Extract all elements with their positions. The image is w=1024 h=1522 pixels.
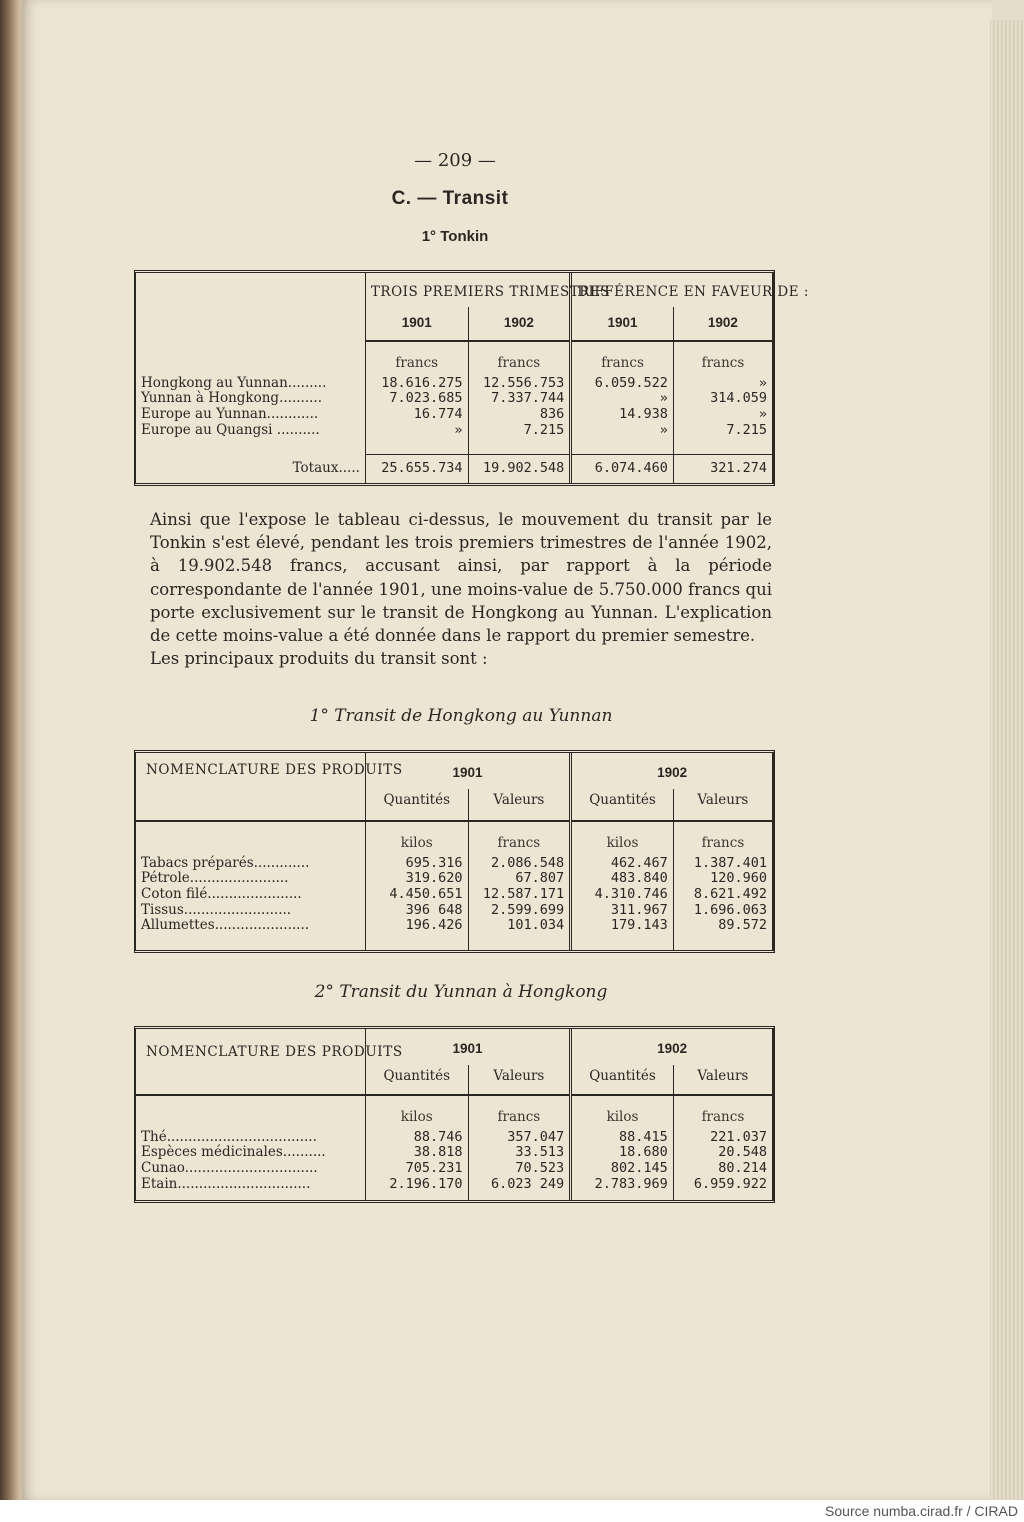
total-label: Totaux..... — [292, 459, 360, 476]
paragraph: Ainsi que l'expose le tableau ci-dessus, le mouvement du transit par le Tonkin s'est élevé, pendant les trois premiers trimestres de l'année 1902, à 19.902.548 francs, accusant ainsi, par rapport à la période correspondante de l'année 1901, une moins-value de 5.750.000 francs qui porte exclusivement sur le transit de Hongkong au Yunnan. L'explication de cette moins-value a été donnée dans le rapport du premier semestre. — [150, 510, 772, 646]
row-label: Europe au Quangsi .......... — [141, 421, 320, 438]
cell: 14.938 — [571, 407, 674, 423]
cell: 6.959.922 — [673, 1177, 772, 1201]
row-label: Tissus......................... — [141, 901, 292, 918]
cell: 88.746 — [365, 1130, 468, 1146]
table-title: 2° Transit du Yunnan à Hongkong — [314, 982, 608, 1002]
cell: 221.037 — [673, 1130, 772, 1146]
cell: 836 — [468, 407, 571, 423]
year-header: 1901 — [571, 307, 674, 342]
row-label: Coton filé...................... — [141, 885, 302, 902]
table-row — [136, 1130, 772, 1146]
cell: 8.621.492 — [673, 887, 772, 903]
row-label: Pétrole....................... — [141, 870, 289, 887]
subheader: Valeurs — [468, 789, 571, 822]
unit-label: francs — [673, 341, 772, 376]
table-row — [136, 391, 772, 407]
page-number: — 209 — — [414, 150, 496, 171]
table-row — [136, 423, 772, 455]
subheader: Valeurs — [673, 1065, 772, 1096]
page-edges — [990, 20, 1024, 1500]
cell: 311.967 — [571, 903, 674, 919]
cell: 483.840 — [571, 871, 674, 887]
subheader: Quantités — [365, 1065, 468, 1096]
paragraph: Les principaux produits du transit sont : — [150, 649, 488, 669]
cell: 314.059 — [673, 391, 772, 407]
cell: 2.599.699 — [468, 903, 571, 919]
total-cell: 25.655.734 — [365, 455, 468, 483]
nomenclature-header: NOMENCLATURE DES PRODUITS — [136, 753, 365, 821]
year-header: 1901 — [365, 753, 570, 789]
cell: 4.310.746 — [571, 887, 674, 903]
cell: 695.316 — [365, 856, 468, 872]
table-row — [136, 918, 772, 950]
cell: 12.587.171 — [468, 887, 571, 903]
cell: » — [571, 423, 674, 455]
yunnan-hongkong-table — [134, 1026, 775, 1203]
cell: 88.415 — [571, 1130, 674, 1146]
total-cell: 321.274 — [673, 455, 772, 483]
cell: 7.023.685 — [365, 391, 468, 407]
row-label: Espèces médicinales.......... — [141, 1144, 326, 1161]
empty-header-cell — [136, 273, 365, 307]
cell: 18.680 — [571, 1145, 674, 1161]
unit-label: francs — [673, 1095, 772, 1130]
table-row — [136, 1177, 772, 1201]
table-row — [136, 1145, 772, 1161]
cell: 396 648 — [365, 903, 468, 919]
unit-label: francs — [571, 341, 674, 376]
cell: 357.047 — [468, 1130, 571, 1146]
cell: 6.059.522 — [571, 376, 674, 392]
table-row — [136, 871, 772, 887]
unit-label: kilos — [365, 1095, 468, 1130]
row-label: Hongkong au Yunnan......... — [141, 374, 327, 391]
cell: 16.774 — [365, 407, 468, 423]
year-header: 1901 — [365, 307, 468, 342]
unit-label: kilos — [571, 821, 674, 856]
group-header: DIFFÉRENCE EN FAVEUR DE : — [571, 273, 772, 307]
row-label: Europe au Yunnan............ — [141, 405, 319, 422]
group-header: TROIS PREMIERS TRIMESTRES — [365, 273, 570, 307]
subheader: Quantités — [571, 789, 674, 822]
source-credit: Source numba.cirad.fr / CIRAD — [825, 1503, 1018, 1519]
subheader: Quantités — [365, 789, 468, 822]
cell: 80.214 — [673, 1161, 772, 1177]
cell: 196.426 — [365, 918, 468, 950]
cell: 101.034 — [468, 918, 571, 950]
cell: 12.556.753 — [468, 376, 571, 392]
cell: 70.523 — [468, 1161, 571, 1177]
year-header: 1902 — [571, 1029, 772, 1065]
cell: 4.450.651 — [365, 887, 468, 903]
unit-label: francs — [673, 821, 772, 856]
table-title: 1° Transit de Hongkong au Yunnan — [309, 706, 613, 726]
table-row — [136, 1161, 772, 1177]
cell: 18.616.275 — [365, 376, 468, 392]
cell: 6.023 249 — [468, 1177, 571, 1201]
cell: 2.196.170 — [365, 1177, 468, 1201]
cell: 67.807 — [468, 871, 571, 887]
total-cell: 19.902.548 — [468, 455, 571, 483]
cell: 705.231 — [365, 1161, 468, 1177]
row-label: Yunnan à Hongkong.......... — [141, 390, 322, 407]
cell: 802.145 — [571, 1161, 674, 1177]
row-label: Allumettes...................... — [141, 917, 310, 934]
tonkin-table — [134, 270, 809, 486]
unit-label: kilos — [365, 821, 468, 856]
year-header: 1902 — [673, 307, 772, 342]
section-title: C. — Transit — [391, 188, 509, 209]
row-label: Tabacs préparés............. — [141, 854, 310, 871]
subheader: Valeurs — [468, 1065, 571, 1096]
table-row — [136, 903, 772, 919]
cell: 33.513 — [468, 1145, 571, 1161]
cell: 7.215 — [468, 423, 571, 455]
cell: 120.960 — [673, 871, 772, 887]
hongkong-yunnan-table — [134, 750, 775, 953]
subheader: Quantités — [571, 1065, 674, 1096]
table-row — [136, 407, 772, 423]
cell: 1.696.063 — [673, 903, 772, 919]
unit-label: kilos — [571, 1095, 674, 1130]
unit-label: francs — [468, 821, 571, 856]
table-row — [136, 887, 772, 903]
nomenclature-header: NOMENCLATURE DES PRODUITS — [136, 1029, 365, 1095]
cell: 462.467 — [571, 856, 674, 872]
cell: 38.818 — [365, 1145, 468, 1161]
cell: » — [673, 407, 772, 423]
cell: 2.086.548 — [468, 856, 571, 872]
cell: 319.620 — [365, 871, 468, 887]
table-row — [136, 376, 772, 392]
subsection-title: 1° Tonkin — [421, 228, 489, 245]
cell: 7.337.744 — [468, 391, 571, 407]
row-label: Etain............................... — [141, 1175, 311, 1192]
subheader: Valeurs — [673, 789, 772, 822]
cell: 20.548 — [673, 1145, 772, 1161]
body-text — [150, 508, 772, 670]
cell: 179.143 — [571, 918, 674, 950]
year-header: 1902 — [468, 307, 571, 342]
year-header: 1902 — [571, 753, 772, 789]
total-row — [136, 455, 772, 483]
cell: » — [673, 376, 772, 392]
cell: 1.387.401 — [673, 856, 772, 872]
total-cell: 6.074.460 — [571, 455, 674, 483]
unit-label: francs — [468, 341, 571, 376]
row-label: Thé................................... — [141, 1128, 317, 1145]
table-row — [136, 856, 772, 872]
unit-label: francs — [365, 341, 468, 376]
cell: » — [571, 391, 674, 407]
cell: 89.572 — [673, 918, 772, 950]
unit-label: francs — [468, 1095, 571, 1130]
row-label: Cunao............................... — [141, 1159, 318, 1176]
cell: 2.783.969 — [571, 1177, 674, 1201]
cell: 7.215 — [673, 423, 772, 455]
cell: » — [365, 423, 468, 455]
year-header: 1901 — [365, 1029, 570, 1065]
